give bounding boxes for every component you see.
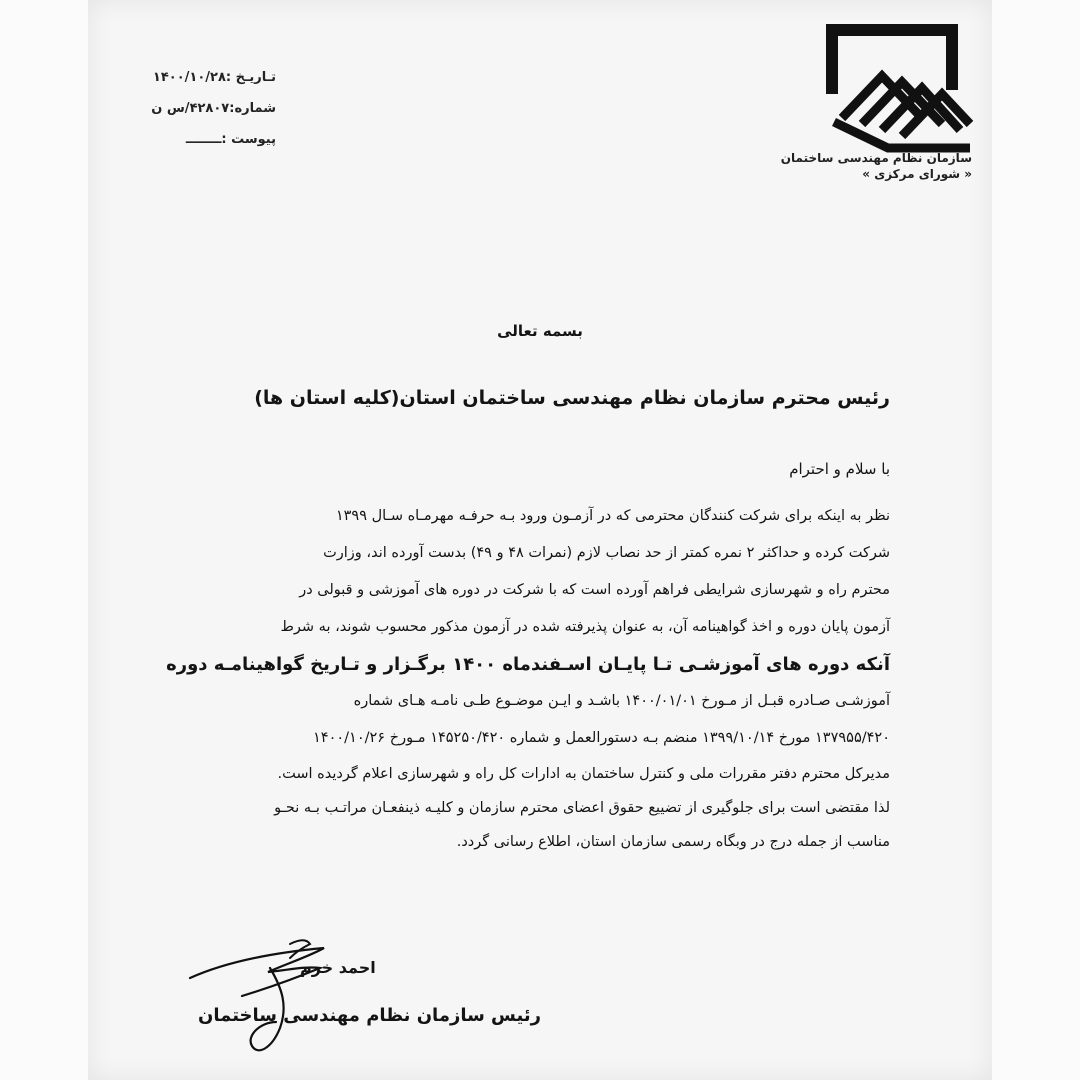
letter-greeting: با سلام و احترام (789, 460, 890, 478)
letter-number: شماره:۴۲۸۰۷/س ن (151, 101, 276, 116)
body-line: نظر به اینکه برای شرکت کنندگان محترمی که در آزمـون ورود بـه حرفـه مهرمـاه سـال ۱۳۹۹ (335, 508, 890, 524)
letter-metadata (128, 62, 276, 155)
body-line: ۱۳۷۹۵۵/۴۲۰ مورخ ۱۳۹۹/۱۰/۱۴ منضم بـه دستورالعمل و شماره ۱۴۵۲۵۰/۴۲۰ مـورخ ۱۴۰۰/۱۰/۲۶ (313, 730, 890, 746)
body-line: محترم راه و شهرسازی شرایطی فراهم آورده است که با شرکت در دوره های آموزشی و قبولی در (299, 582, 890, 598)
body-line-bold: آنکه دوره های آموزشـی تـا پایـان اسـفندماه ۱۴۰۰ برگـزار و تـاریخ گواهینامـه دوره (166, 654, 890, 675)
signatory-name: احمد خرم (300, 958, 376, 977)
body-line: مدیرکل محترم دفتر مقررات ملی و کنترل ساختمان به ادارات کل راه و شهرسازی اعلام گردیده است. (277, 766, 890, 782)
bismillah-heading: بسمه تعالی (497, 322, 583, 340)
organization-name-line-1: سازمان نظام مهندسی ساختمان (780, 151, 972, 165)
letter-date: تـاریـخ :۱۴۰۰/۱۰/۲۸ (152, 70, 276, 85)
body-line: آموزشـی صـادره قبـل از مـورخ ۱۴۰۰/۰۱/۰۱ باشـد و ایـن موضـوع طـی نامـه هـای شماره (353, 693, 890, 709)
letter-recipient: رئیس محترم سازمان نظام مهندسی ساختمان استان(کلیه استان ها) (254, 387, 890, 409)
organization-name-line-2: « شورای مرکزی » (862, 167, 972, 181)
body-line: لذا مقتضی است برای جلوگیری از تضییع حقوق اعضای محترم سازمان و کلیـه ذینفعـان مراتـب بـه نحـو (274, 800, 890, 816)
body-line: شرکت کرده و حداکثر ۲ نمره کمتر از حد نصاب لازم (نمرات ۴۸ و ۴۹) بدست آورده اند، وزارت (323, 545, 890, 561)
body-line: مناسب از جمله درج در وبگاه رسمی سازمان استان، اطلاع رسانی گردد. (456, 834, 890, 850)
letter-body (160, 498, 890, 859)
letter-attachment: پیوست :ــــــــ (185, 132, 276, 147)
body-line: آزمون پایان دوره و اخذ گواهینامه آن، به عنوان پذیرفته شده در آزمون مذکور محسوب شوند، به شرط (280, 619, 890, 635)
organization-name (732, 150, 972, 182)
signatory-title: رئیس سازمان نظام مهندسی ساختمان (198, 1005, 541, 1026)
